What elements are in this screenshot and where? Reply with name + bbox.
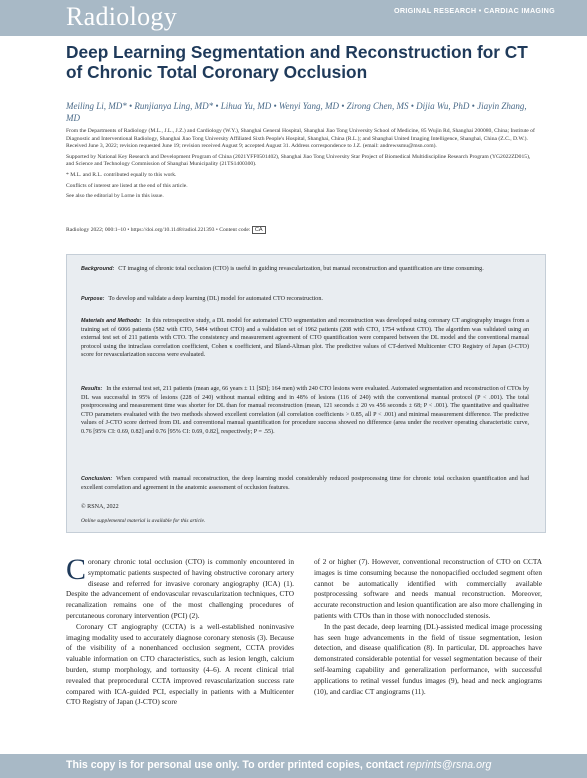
editorial-note: See also the editorial by Lorne in this issue. [66, 193, 164, 200]
conclusion-heading: Conclusion: [81, 476, 113, 482]
body-paragraph: In the past decade, deep learning (DL)-assisted medical image processing has seen huge advancements in the field of tissue segmentation, lesion detection, and disease qualification (8). In particular, DL approaches have demonstrated considerable potential for vessel segmentation because of their self-learning capability and generalization performance, with successful applications to retinal vessel fundus images (9), head and neck angiograms (10), and cardiac CT angiograms (11). [314, 621, 542, 696]
body-paragraph: of 2 or higher (7). However, conventional reconstruction of CTO on CCTA images is time consuming because the nonopacified occluded segment often cannot be automatically identified with commercially available postprocessing software and needs manual reconstruction. Moreover, accurate reconstruction and lesion quantification are also more challenging in patients with CTOs than in those with nonoccluded stenosis. [314, 557, 542, 620]
copyright: © RSNA, 2022 [81, 504, 119, 510]
methods-heading: Materials and Methods: [81, 318, 142, 324]
background-text: CT imaging of chronic total occlusion (CTO) is useful in guiding revascularization, but manual reconstruction and quantification are time consuming. [118, 266, 484, 272]
purpose-text: To develop and validate a deep learning (DL) model for automated CTO reconstruction. [108, 296, 323, 302]
citation-text: Radiology 2022; 000:1–10 • https://doi.org/10.1148/radiol.221393 • Content code: [66, 227, 251, 233]
funding-statement: Supported by National Key Research and Development Program of China (2021YFF0501402), Shanghai Jiao Tong University Star Project of Biomedical Multidiscipline Research Program (YG2022ZD015), and Science and Technology Commission of Shanghai Municipality (21TS1400300). [66, 153, 531, 168]
purpose-heading: Purpose: [81, 296, 105, 302]
abstract-background [81, 265, 529, 274]
drop-cap: C [66, 553, 87, 586]
author-list: Meiling Li, MD* • Runjianya Ling, MD* • Lihua Yu, MD • Wenyi Yang, MD • Zirong Chen, MS • Dijia Wu, PhD • Jiayin Zhang, MD [66, 101, 527, 123]
footer-banner [0, 754, 587, 778]
content-code-badge: CA [252, 226, 266, 234]
body-column-left [66, 553, 294, 708]
abstract-conclusion [81, 475, 529, 492]
article-title: Deep Learning Segmentation and Reconstruction for CT of Chronic Total Coronary Occlusion [66, 42, 528, 82]
paragraph-text: oronary chronic total occlusion (CTO) is commonly encountered in symptomatic patients suspected of having obstructive coronary artery disease and referred for invasive coronary angiography (ICA) (1). Despite the advancement of endovascular revascularization techniques, CTO recanalization remains one of the most challenging procedures of percutaneous coronary intervention (PCI) (2). [66, 557, 294, 620]
reprint-text: This copy is for personal use only. To order printed copies, contact [66, 759, 407, 771]
front-matter [66, 128, 536, 204]
results-text: In the external test set, 211 patients (mean age, 66 years ± 11 [SD]; 164 men) with 240 CTO lesions were evaluated. Automated segmentation and reconstruction of CTOs by DL was successful in 95% of lesions (228 of 240) without manual editing and in 48% of lesions (116 of 240) with the conventional manual protocol (P < .001). The total postprocessing and measurement time was shorter for DL than for manual reconstruction (mean, 121 seconds ± 20 vs 456 seconds ± 68; P < .001). The quantitative and qualitative CTO parameters evaluated with the two methods showed excellent correlation (all correlation coefficients > 0.85, all P < .001) and minimal measurement difference. The predictive values of J-CTO score derived from DL and conventional manual quantification for procedure success showed no difference (area under the receiver operating characteristic curve, 0.76 [95% CI: 0.69, 0.82] and 0.76 [95% CI: 0.69, 0.82], respectively; P = .55). [81, 386, 529, 435]
journal-banner [0, 0, 587, 36]
journal-logo: Radiology [66, 2, 178, 31]
conclusion-text: When compared with manual reconstruction, the deep learning model considerably reduced postprocessing time for chronic total occlusion quantification and had excellent correlation and agreement in the anatomic assessment of occlusion features. [81, 476, 529, 491]
citation-line [66, 226, 536, 234]
abstract-box [66, 254, 546, 533]
reprint-notice [66, 759, 526, 771]
conflicts-note: Conflicts of interest are listed at the end of this article. [66, 182, 188, 189]
affiliations: From the Departments of Radiology (M.L., J.L., J.Z.) and Cardiology (W.Y.), Shanghai General Hospital, Shanghai Jiao Tong University School of Medicine, 85 Wujin Rd, Shanghai 200080, China; Institute of Diagnostic and Interventional Radiology, Shanghai Jiao Tong University Affiliated Sixth People's Hospital, Shanghai, China (R.L.); and Shanghai United Imaging Intelligence, Shanghai, China (Z.C., D.W.). Received June 3, 2022; revision requested June 19; revision received August 9; accepted August 31. Address correspondence to J.Z. (email: andrewssmu@msn.com). [66, 128, 535, 150]
methods-text: In this retrospective study, a DL model for automated CTO segmentation and reconstruction was developed using coronary CT angiography images from a training set of 6066 patients (582 with CTO, 5484 without CTO) and a validation set of 1962 patients (208 with CTO, 1754 without CTO). The algorithm was validated using an external test set of 211 patients with CTO. The consistency and measurement agreement of CTO quantification were compared between the DL model and the conventional manual protocol using the intraclass correlation coefficient, Cohen κ coefficient, and Bland-Altman plot. The predictive values of CT-derived Multicenter CTO Registry of Japan (J-CTO) score for revascularization success were evaluated. [81, 318, 530, 358]
background-heading: Background: [81, 266, 115, 272]
body-paragraph [66, 553, 294, 622]
reprint-email-link[interactable]: reprints@rsna.org [406, 759, 492, 771]
body-column-right [314, 557, 542, 697]
results-heading: Results: [81, 386, 103, 392]
section-label: ORIGINAL RESEARCH • CARDIAC IMAGING [393, 6, 555, 15]
supplemental-note: Online supplemental material is available for this article. [81, 518, 206, 524]
equal-contribution-note: * M.L. and R.L. contributed equally to this work. [66, 171, 177, 178]
body-paragraph: Coronary CT angiography (CCTA) is a well-established noninvasive imaging modality used to accurately diagnose coronary stenosis (3). Because of the visibility of a nonenhanced occlusion segment, CCTA provides valuable information on CTO characteristics, such as lesion length, calcium burden, stump morphology, and tortuosity (4–6). A recent clinical trial revealed that preprocedural CCTA improved revascularization success rate compared with ICA-guided PCI, especially in patients with a Multicenter CTO Registry of Japan (J-CTO) score [66, 621, 294, 707]
abstract-methods [81, 317, 529, 360]
abstract-purpose [81, 295, 529, 304]
abstract-results [81, 385, 529, 436]
